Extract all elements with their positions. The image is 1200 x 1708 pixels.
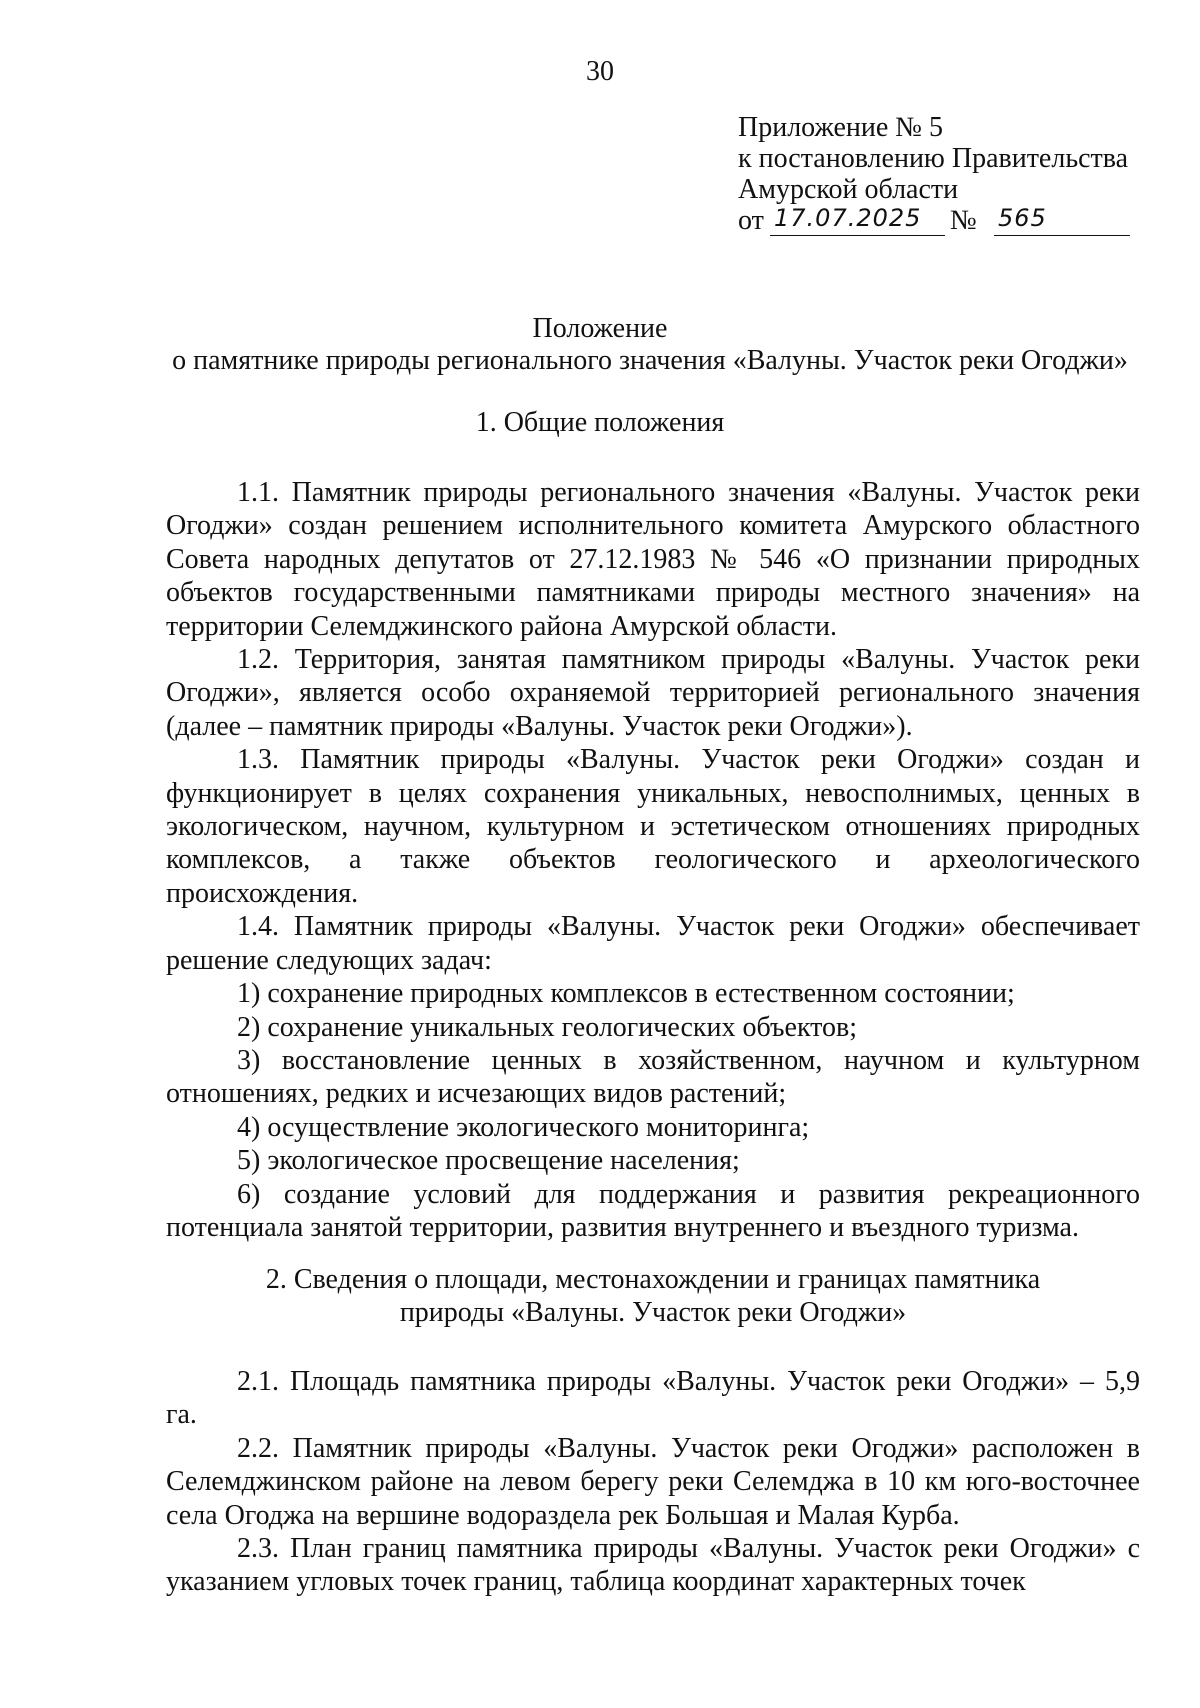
date-prefix: от [738,205,764,236]
task-item-3: 3) восстановление ценных в хозяйственном, научном и культурном отношениях, редких и исчезающих видов растений; [166,1044,1140,1110]
document-title: Положение [532,313,668,344]
paragraph-1-4: 1.4. Памятник природы «Валуны. Участок реки Огоджи» обеспечивает решение следующих задач: [166,911,1140,976]
task-item-2: 2) сохранение уникальных геологических объектов; [237,1011,858,1043]
paragraph-1-3: 1.3. Памятник природы «Валуны. Участок реки Огоджи» создан и функционирует в целях сохранения уникальных, невосполнимых, ценных в экологическом, научном, культурном и эстетическом отношениях природных комплексов, а также объектов геологического и археологического происхождения. [166,744,1140,909]
section-2-heading [166,1263,1140,1329]
paragraph-2-1: 2.1. Площадь памятника природы «Валуны. Участок реки Огоджи» – 5,9 га. [166,1366,1140,1431]
section-1-heading: 1. Общие положения [475,407,725,438]
paragraph-2-3: 2.3. План границ памятника природы «Валуны. Участок реки Огоджи» с указанием угловых точек границ, таблица координат характерных точек [166,1533,1140,1598]
appendix-line-3: Амурской области [738,174,959,205]
paragraph-1-2: 1.2. Территория, занятая памятником природы «Валуны. Участок реки Огоджи», является особо охраняемой территорией регионального значения (далее – памятник природы «Валуны. Участок реки Огоджи»). [166,644,1140,742]
task-item-1: 1) сохранение природных комплексов в естественном состоянии; [237,978,1015,1010]
task-item-4: 4) осуществление экологического мониторинга; [237,1111,810,1143]
handwritten-number [994,203,1130,236]
section-2-body [166,1365,1140,1599]
appendix-line-2: к постановлению Правительства [738,143,1129,174]
handwritten-date [770,203,945,236]
appendix-line-1: Приложение № 5 [738,112,943,143]
number-sign: № [950,205,977,236]
task-item-6: 6) создание условий для поддержания и развития рекреационного потенциала занятой территории, развития внутреннего и въездного туризма. [166,1178,1140,1243]
paragraph-1-1: 1.1. Памятник природы регионального значения «Валуны. Участок реки Огоджи» создан решением исполнительного комитета Амурского областного Совета народных депутатов от 27.12.1983 № 546 «О признании природных объектов государственными памятниками природы местного значения» на территории Селемджинского района Амурской области. [166,477,1140,642]
section-2-heading-line-1: 2. Сведения о площади, местонахождении и границах памятника [265,1264,1041,1295]
task-item-5: 5) экологическое просвещение населения; [237,1145,740,1177]
handwritten-number-text: 565 [998,204,1047,232]
section-1-body [166,476,1140,1244]
document-subtitle: о памятнике природы регионального значения «Валуны. Участок реки Огоджи» [172,345,1128,376]
appendix-header [738,112,1128,239]
page-number: 30 [586,56,614,87]
section-2-heading-line-2: природы «Валуны. Участок реки Огоджи» [399,1297,907,1328]
handwritten-date-text: 17.07.2025 [774,204,922,232]
appendix-date-number-row [738,205,1128,239]
paragraph-2-2: 2.2. Памятник природы «Валуны. Участок реки Огоджи» расположен в Селемджинском районе на левом берегу реки Селемджа в 10 км юго-восточнее села Огоджа на вершине водораздела рек Большая и Малая Курба. [166,1432,1140,1531]
